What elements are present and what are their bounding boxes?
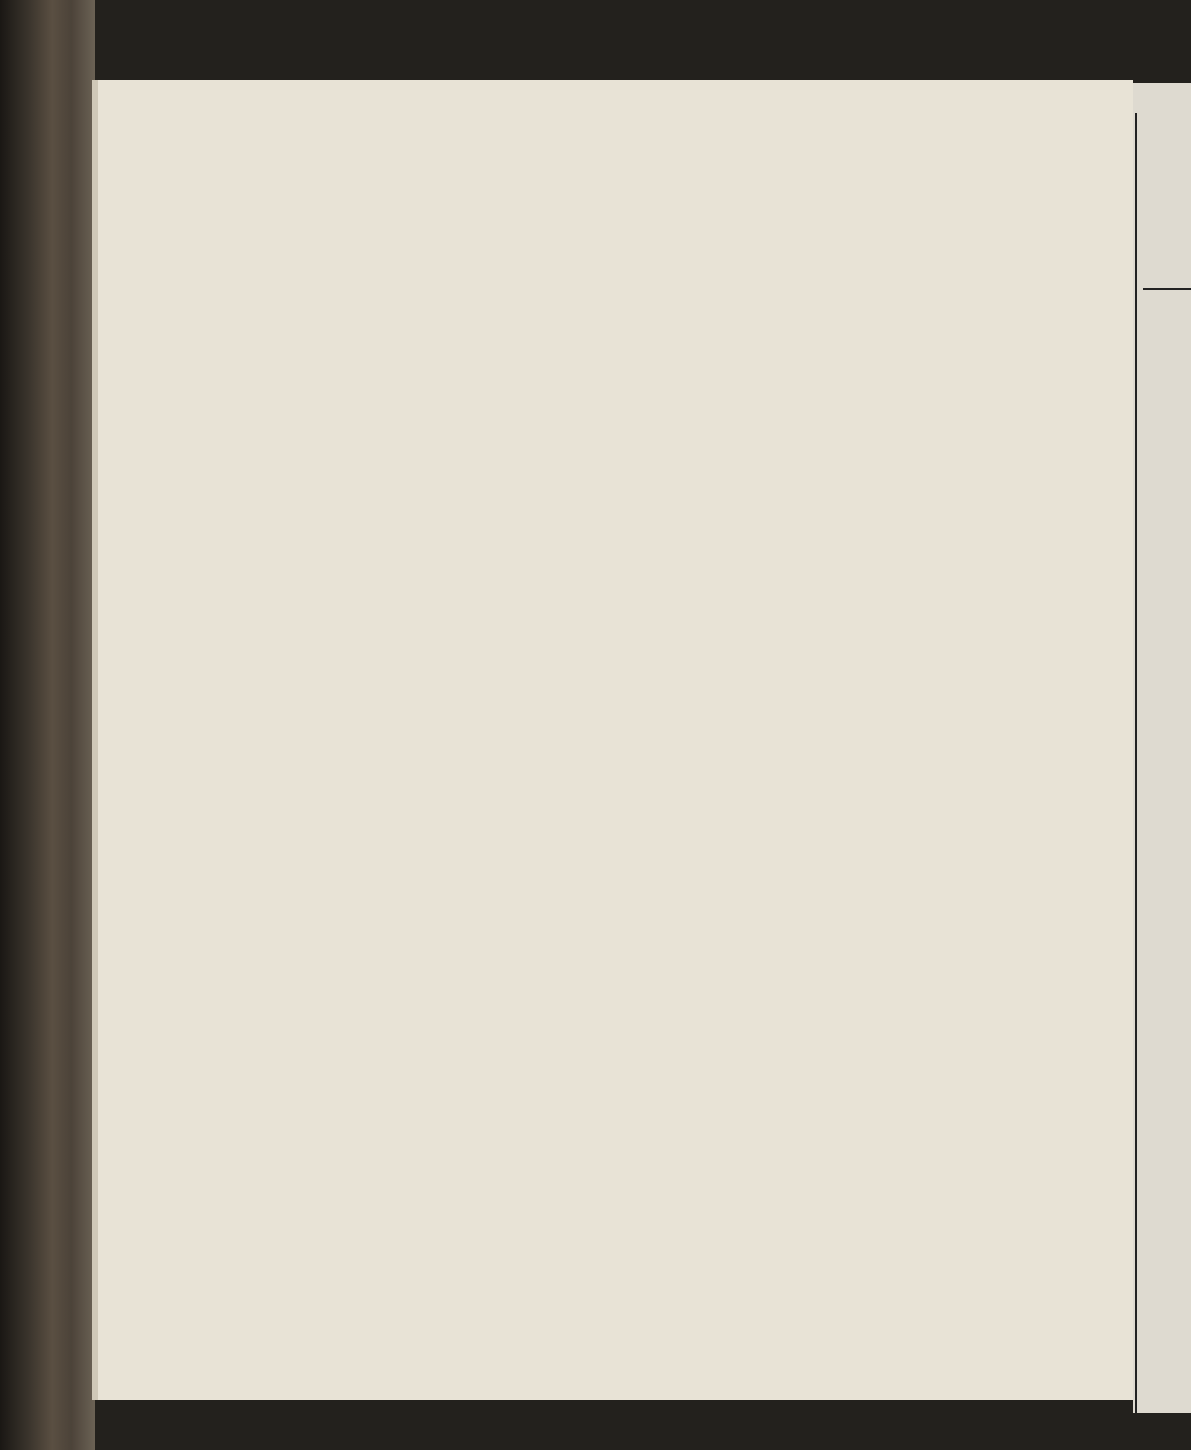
next-page-header-rule <box>1143 288 1191 290</box>
next-page-rule <box>1135 113 1137 1413</box>
book-page <box>92 80 1133 1400</box>
statistics-table <box>116 138 1116 1383</box>
header-swamp <box>993 144 1041 278</box>
header-shrubs <box>938 144 986 278</box>
book-spine <box>0 0 95 1450</box>
next-page-edge <box>1133 83 1191 1413</box>
